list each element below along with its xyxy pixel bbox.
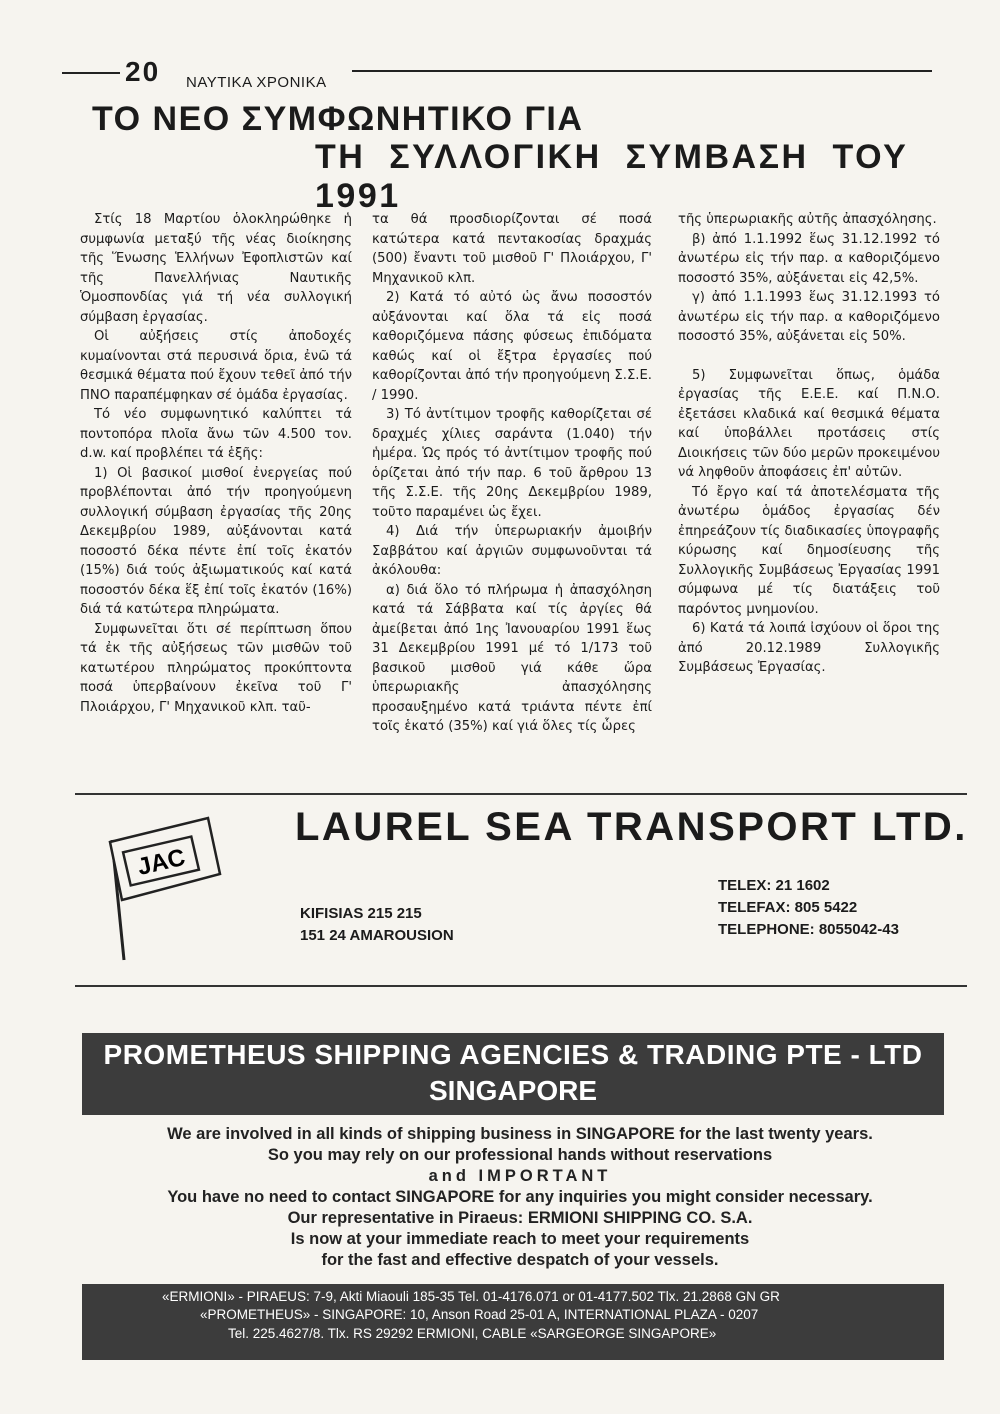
paragraph: 6) Κατά τά λοιπά ἰσχύουν οἱ ὅροι της ἀπό 20.12.1989 Συλλογικῆς Συμβάσεως Ἐργασίας. xyxy=(678,621,940,675)
paragraph: 2) Κατά τό αὐτό ὡς ἄνω ποσοστόν αὐξάνονται καί ὅλα τά εἰς ποσά καθοριζόμενα πάσης φύσεως ἐπιδόματα καθώς καί οἱ ἔξτρα ἐργασίες πού καθορίζονται ἀπό τήν προηγούμενη Σ.Σ.Ε. / 1990. xyxy=(372,290,652,403)
body-line: and IMPORTANT xyxy=(428,1167,612,1185)
article-column-2 xyxy=(372,210,652,737)
laurel-contact xyxy=(718,875,899,941)
address-line: KIFISIAS 215 215 xyxy=(300,905,422,922)
telefax: TELEFAX: 805 5422 xyxy=(718,899,858,916)
publication-name: ΝΑΥΤΙΚΑ ΧΡΟΝΙΚΑ xyxy=(186,74,327,91)
paragraph: Τό νέο συμφωνητικό καλύπτει τά ποντοπόρα πλοῖα ἄνω τῶν 4.500 τον. d.w. καί προβλέπει τά ἑξῆς: xyxy=(80,407,352,461)
article-column-1 xyxy=(80,210,352,717)
laurel-company-name: LAUREL SEA TRANSPORT LTD. xyxy=(295,805,968,849)
body-line: We are involved in all kinds of shipping business in SINGAPORE for the last twenty years. xyxy=(167,1125,873,1143)
prometheus-header-box xyxy=(82,1033,944,1115)
page-number: 20 xyxy=(125,56,161,87)
paragraph: Οἱ αὐξήσεις στίς ἀποδοχές κυμαίνονται στά περυσινά ὅρια, ἐνῶ τά θεσμικά θέματα πού ἔχουν τεθεῖ ἀπό τήν ΠΝΟ παραπέμφηκαν σέ ὁμάδα ἐργασίας. xyxy=(80,329,352,403)
paragraph: β) ἀπό 1.1.1992 ἕως 31.12.1992 τό ἀνωτέρω εἰς τήν παρ. α καθοριζόμενο ποσοστό 35%, αὐξάνεται εἰς 42,5%. xyxy=(678,231,940,286)
paragraph: Τό ἔργο καί τά ἀποτελέσματα τῆς ἀνωτέρω ὁμάδος ἐργασίας δέν ἐπηρεάζουν τίς διαδικασίες ὑπογραφῆς κύρωσης καί δημοσίευσης τῆς Συλλογικῆς Συμβάσεως Ἐργασίας 1991 σύμφωνα μέ τίς διατάξεις τοῦ παρόντος μνημονίου. xyxy=(678,484,940,617)
article-title-line2: ΤΗ ΣΥΛΛΟΓΙΚΗ ΣΥΜΒΑΣΗ ΤΟΥ 1991 xyxy=(315,138,909,215)
body-line: You have no need to contact SINGAPORE for any inquiries you might consider necessary. xyxy=(167,1188,873,1206)
header-rule-right xyxy=(352,70,932,72)
telex: TELEX: 21 1602 xyxy=(718,877,830,894)
paragraph: Στίς 18 Μαρτίου ὁλοκληρώθηκε ἡ συμφωνία μεταξύ τῆς νέας διοίκησης τῆς Ἕνωσης Ἑλλήνων Ἐφοπλιστῶν καί τῆς Πανελλήνιας Ναυτικῆς Ὁμοσπονδίας γιά τή νέα συλλογική σύμβαση ἐργασίας. xyxy=(80,212,352,325)
contact-line: «ERMIONI» - PIRAEUS: 7-9, Akti Miaouli 185-35 Tel. 01-4176.071 or 01-4177.502 Tlx. 21.2868 GN GR xyxy=(162,1289,780,1304)
jac-flag-logo xyxy=(90,812,230,962)
prometheus-subtitle: SINGAPORE xyxy=(428,1075,598,1106)
contact-line: «PROMETHEUS» - SINGAPORE: 10, Anson Road 25-01 A, INTERNATIONAL PLAZA - 0207 xyxy=(200,1307,759,1322)
paragraph: 1) Οἱ βασικοί μισθοί ἐνεργείας πού προβλέπονται ἀπό τήν προηγούμενη συλλογική σύμβαση ἐργασίας τῆς 20ης Δεκεμβρίου 1989, αὐξάνονται κατά ποσοστό δέκα πέντε ἐπί τοῖς ἑκατόν (15%) διά τούς ἀξιωματικούς καί κατά ποσοστόν δέκα ἕξ ἐπί τοῖς ἑκατόν (16%) διά τά κατώτερα πληρώματα. xyxy=(80,465,352,617)
address-line: 151 24 AMAROUSION xyxy=(300,927,454,944)
prometheus-contact-bar xyxy=(82,1284,944,1360)
paragraph: 4) Διά τήν ὑπερωριακήν ἀμοιβήν Σαββάτου καί ἀργιῶν συμφωνοῦνται τά ἀκόλουθα: xyxy=(372,524,652,578)
flag-text: JAC xyxy=(134,843,188,882)
ad-divider-top xyxy=(75,793,967,795)
prometheus-body xyxy=(100,1124,940,1271)
paragraph: Συμφωνεῖται ὅτι σέ περίπτωση ὅπου τά ἐκ τῆς αὐξήσεως τῶν μισθῶν τοῦ κατωτέρου πληρώματος προκύπτοντα ποσά ὑπερβαίνουν ἐκεῖνα τοῦ Γ' Πλοιάρχου, Γ' Μηχανικοῦ κλπ. ταῦ- xyxy=(80,621,352,715)
laurel-address xyxy=(300,903,454,947)
article-column-3 xyxy=(678,210,940,678)
ad-divider-bottom xyxy=(75,985,967,987)
contact-line: Tel. 225.4627/8. Tlx. RS 29292 ERMIONI, CABLE «SARGEORGE SINGAPORE» xyxy=(228,1326,717,1341)
body-line: Is now at your immediate reach to meet your requirements xyxy=(290,1230,750,1248)
prometheus-title: PROMETHEUS SHIPPING AGENCIES & TRADING PTE - LTD xyxy=(103,1039,923,1070)
article-title-line1: ΤΟ ΝΕΟ ΣΥΜΦΩΝΗΤΙΚΟ ΓΙΑ xyxy=(92,100,584,138)
paragraph: α) διά ὅλο τό πλήρωμα ἡ ἀπασχόληση κατά τά Σάββατα καί τίς ἀργίες θά ἀμείβεται ἀπό 1ης Ἰανουαρίου 1991 ἕως 31 Δεκεμβρίου 1991 μέ τό 1/173 τοῦ βασικοῦ μισθοῦ γιά κάθε ὥρα ὑπερωριακῆς ἀπασχόλησης προσαυξημένο κατά τριάντα πέντε ἐπί τοῖς ἑκατό (35%) καί γιά ὅλες τίς ὧρες xyxy=(372,582,652,734)
paragraph: τῆς ὑπερωριακῆς αὐτῆς ἀπασχόλησης. xyxy=(678,212,937,227)
paragraph: γ) ἀπό 1.1.1993 ἕως 31.12.1993 τό ἀνωτέρω εἰς τήν παρ. α καθοριζόμενο ποσοστό 35%, αὐξάνεται εἰς 50%. xyxy=(678,290,940,344)
body-line: for the fast and effective despatch of your vessels. xyxy=(321,1251,719,1269)
body-line: Our representative in Piraeus: ERMIONI SHIPPING CO. S.A. xyxy=(287,1209,753,1227)
header-rule-left xyxy=(62,72,120,74)
paragraph: 3) Τό ἀντίτιμον τροφῆς καθορίζεται σέ δραχμές χίλιες σαράντα (1.040) τήν ἡμέρα. Ὡς πρός τό ἀντίτιμον τροφῆς πού ὁρίζεται ἀπό τήν παρ. 6 τοῦ ἄρθρου 13 τῆς Σ.Σ.Ε. τῆς 20ης Δεκεμβρίου 1989, τοῦτο παραμένει ὡς ἔχει. xyxy=(372,407,652,520)
body-line: So you may rely on our professional hands without reservations xyxy=(267,1146,773,1164)
paragraph: 5) Συμφωνεῖται ὅπως, ὁμάδα ἐργασίας τῆς Ε.Ε.Ε. καί Π.Ν.Ο. ἐξετάσει κλαδικά καί θεσμικά θέματα καί ὑποβάλλει προτάσεις στίς Διοικήσεις τῶν δύο μερῶν προκειμένου νά ληφθοῦν ἀποφάσεις ἐπ' αὐτῶν. xyxy=(678,367,940,480)
telephone: TELEPHONE: 8055042-43 xyxy=(718,921,899,938)
paragraph: τα θά προσδιορίζονται σέ ποσά κατώτερα κατά πεντακοσίας δραχμάς (500) ἔναντι τοῦ μισθοῦ Γ' Πλοιάρχου, Γ' Μηχανικοῦ κλπ. xyxy=(372,212,652,286)
